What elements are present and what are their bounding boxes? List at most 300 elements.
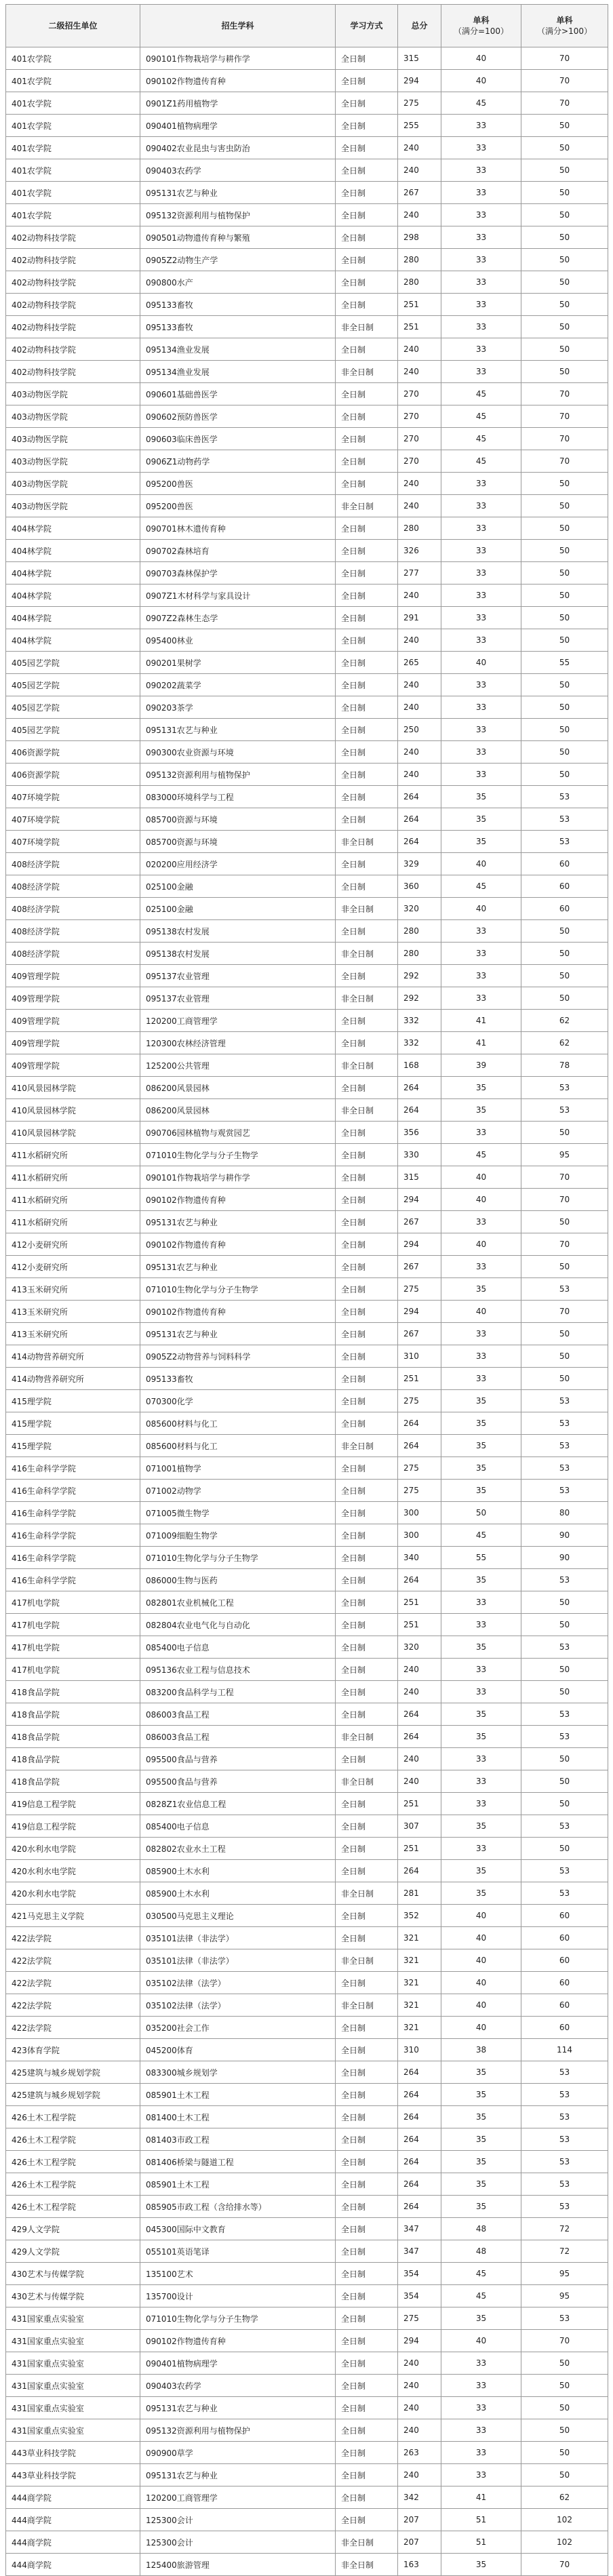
cell-total: 264 xyxy=(398,1569,441,1591)
cell-subject: 035102法律（法学） xyxy=(140,1994,336,2017)
cell-mode: 全日制 xyxy=(336,1815,398,1838)
cell-single-over-100: 50 xyxy=(521,204,608,226)
header-single-100-note: （满分=100） xyxy=(454,26,509,36)
table-row xyxy=(6,2464,608,2486)
cell-unit: 401农学院 xyxy=(6,137,140,159)
table-row xyxy=(6,2285,608,2307)
cell-single-over-100: 53 xyxy=(521,2151,608,2173)
cell-unit: 423体育学院 xyxy=(6,2039,140,2061)
cell-unit: 402动物科技学院 xyxy=(6,338,140,361)
cell-total: 275 xyxy=(398,1278,441,1301)
cell-unit: 416生命科学学院 xyxy=(6,1524,140,1547)
cell-single-over-100: 50 xyxy=(521,137,608,159)
cell-single-100: 35 xyxy=(441,1390,521,1412)
cell-unit: 430艺术与传媒学院 xyxy=(6,2285,140,2307)
cell-total: 292 xyxy=(398,987,441,1010)
cell-single-100: 35 xyxy=(441,786,521,808)
cell-single-100: 40 xyxy=(441,1972,521,1994)
cell-unit: 408经济学院 xyxy=(6,943,140,965)
cell-single-over-100: 50 xyxy=(521,2464,608,2486)
cell-single-100: 35 xyxy=(441,1077,521,1099)
table-row xyxy=(6,1189,608,1211)
cell-single-over-100: 50 xyxy=(521,2352,608,2375)
cell-single-100: 35 xyxy=(441,1457,521,1480)
cell-total: 264 xyxy=(398,1077,441,1099)
cell-mode: 非全日制 xyxy=(336,943,398,965)
cell-single-over-100: 53 xyxy=(521,1278,608,1301)
cell-single-100: 33 xyxy=(441,226,521,249)
cell-single-100: 33 xyxy=(441,741,521,764)
table-row xyxy=(6,2151,608,2173)
cell-unit: 420水利水电学院 xyxy=(6,1838,140,1860)
cell-single-over-100: 53 xyxy=(521,831,608,853)
cell-single-100: 33 xyxy=(441,473,521,495)
cell-mode: 全日制 xyxy=(336,1211,398,1233)
cell-single-100: 40 xyxy=(441,1927,521,1949)
cell-total: 240 xyxy=(398,495,441,517)
cell-mode: 全日制 xyxy=(336,875,398,898)
cell-total: 264 xyxy=(398,1412,441,1435)
cell-subject: 090403农药学 xyxy=(140,2375,336,2397)
cell-total: 240 xyxy=(398,696,441,719)
cell-mode: 非全日制 xyxy=(336,1435,398,1457)
cell-subject: 090703森林保护学 xyxy=(140,562,336,584)
cell-subject: 095131农艺与种业 xyxy=(140,1211,336,1233)
cell-single-over-100: 78 xyxy=(521,1054,608,1077)
cell-total: 255 xyxy=(398,115,441,137)
cell-subject: 090701林木遗传育种 xyxy=(140,517,336,540)
cell-single-over-100: 53 xyxy=(521,2307,608,2330)
cell-single-100: 33 xyxy=(441,115,521,137)
cell-single-over-100: 60 xyxy=(521,1905,608,1927)
cell-subject: 120300农林经济管理 xyxy=(140,1032,336,1054)
cell-total: 240 xyxy=(398,1681,441,1703)
cell-unit: 431国家重点实验室 xyxy=(6,2307,140,2330)
cell-total: 240 xyxy=(398,1770,441,1793)
cell-unit: 411水稻研究所 xyxy=(6,1211,140,1233)
cell-single-over-100: 102 xyxy=(521,2509,608,2531)
cell-single-100: 35 xyxy=(441,1099,521,1122)
cell-mode: 全日制 xyxy=(336,1457,398,1480)
table-row xyxy=(6,271,608,294)
cell-single-100: 35 xyxy=(441,1726,521,1748)
cell-mode: 全日制 xyxy=(336,2263,398,2285)
cell-unit: 407环境学院 xyxy=(6,831,140,853)
table-row xyxy=(6,2531,608,2554)
table-row xyxy=(6,383,608,405)
cell-single-100: 33 xyxy=(441,584,521,607)
cell-unit: 403动物医学院 xyxy=(6,428,140,450)
cell-total: 321 xyxy=(398,1927,441,1949)
cell-mode: 全日制 xyxy=(336,2352,398,2375)
cell-subject: 081406桥梁与隧道工程 xyxy=(140,2151,336,2173)
cell-total: 240 xyxy=(398,137,441,159)
cell-total: 300 xyxy=(398,1502,441,1524)
cell-single-100: 35 xyxy=(441,1882,521,1905)
cell-subject: 071001植物学 xyxy=(140,1457,336,1480)
table-row xyxy=(6,1032,608,1054)
cell-single-over-100: 62 xyxy=(521,1010,608,1032)
cell-unit: 408经济学院 xyxy=(6,898,140,920)
cell-single-100: 40 xyxy=(441,47,521,70)
cell-subject: 0906Z1动物药学 xyxy=(140,450,336,473)
cell-single-100: 33 xyxy=(441,517,521,540)
cell-single-100: 33 xyxy=(441,204,521,226)
cell-total: 354 xyxy=(398,2263,441,2285)
cell-subject: 082804农业电气化与自动化 xyxy=(140,1614,336,1636)
cell-subject: 095133畜牧 xyxy=(140,316,336,338)
cell-mode: 非全日制 xyxy=(336,987,398,1010)
cell-mode: 全日制 xyxy=(336,562,398,584)
cell-mode: 全日制 xyxy=(336,405,398,428)
cell-unit: 431国家重点实验室 xyxy=(6,2330,140,2352)
cell-total: 315 xyxy=(398,1166,441,1189)
table-row xyxy=(6,965,608,987)
cell-mode: 全日制 xyxy=(336,159,398,182)
cell-subject: 083300城乡规划学 xyxy=(140,2061,336,2084)
table-row xyxy=(6,137,608,159)
cell-mode: 全日制 xyxy=(336,1703,398,1726)
cell-subject: 095133畜牧 xyxy=(140,1368,336,1390)
cell-single-100: 35 xyxy=(441,1815,521,1838)
cell-single-over-100: 70 xyxy=(521,405,608,428)
cell-single-over-100: 70 xyxy=(521,1166,608,1189)
cell-subject: 120200工商管理学 xyxy=(140,1010,336,1032)
cell-unit: 405园艺学院 xyxy=(6,719,140,741)
cell-single-100: 40 xyxy=(441,1301,521,1323)
cell-single-over-100: 53 xyxy=(521,1860,608,1882)
cell-total: 264 xyxy=(398,808,441,831)
cell-mode: 全日制 xyxy=(336,607,398,629)
cell-subject: 090401植物病理学 xyxy=(140,2352,336,2375)
cell-single-100: 35 xyxy=(441,1435,521,1457)
cell-total: 340 xyxy=(398,1547,441,1569)
cell-single-over-100: 70 xyxy=(521,47,608,70)
cell-subject: 095137农业管理 xyxy=(140,965,336,987)
cell-mode: 全日制 xyxy=(336,2330,398,2352)
cell-total: 240 xyxy=(398,629,441,652)
cell-unit: 405园艺学院 xyxy=(6,652,140,674)
cell-subject: 085400电子信息 xyxy=(140,1815,336,1838)
table-row xyxy=(6,2017,608,2039)
table-row xyxy=(6,719,608,741)
cell-single-100: 35 xyxy=(441,1703,521,1726)
cell-single-100: 40 xyxy=(441,70,521,92)
table-row xyxy=(6,2218,608,2240)
cell-subject: 090900草学 xyxy=(140,2442,336,2464)
cell-subject: 035101法律（非法学） xyxy=(140,1927,336,1949)
cell-unit: 422法学院 xyxy=(6,1927,140,1949)
cell-unit: 403动物医学院 xyxy=(6,450,140,473)
table-row xyxy=(6,1614,608,1636)
cell-single-100: 40 xyxy=(441,1994,521,2017)
cell-mode: 全日制 xyxy=(336,2240,398,2263)
cell-single-100: 39 xyxy=(441,1054,521,1077)
cell-single-100: 33 xyxy=(441,965,521,987)
table-row xyxy=(6,562,608,584)
cell-single-100: 35 xyxy=(441,808,521,831)
cell-single-over-100: 70 xyxy=(521,2330,608,2352)
cell-unit: 406资源学院 xyxy=(6,741,140,764)
cell-single-100: 33 xyxy=(441,1211,521,1233)
cell-single-over-100: 70 xyxy=(521,450,608,473)
cell-subject: 090601基础兽医学 xyxy=(140,383,336,405)
table-row xyxy=(6,47,608,70)
cell-subject: 095131农艺与种业 xyxy=(140,2397,336,2419)
cell-subject: 035102法律（法学） xyxy=(140,1972,336,1994)
cell-total: 240 xyxy=(398,2397,441,2419)
cell-single-100: 33 xyxy=(441,674,521,696)
cell-single-over-100: 50 xyxy=(521,226,608,249)
cell-subject: 086003食品工程 xyxy=(140,1703,336,1726)
cell-single-100: 33 xyxy=(441,182,521,204)
table-row xyxy=(6,1435,608,1457)
cell-single-over-100: 53 xyxy=(521,1703,608,1726)
cell-single-100: 33 xyxy=(441,2352,521,2375)
table-row xyxy=(6,2554,608,2576)
cell-single-100: 35 xyxy=(441,1278,521,1301)
cell-single-100: 38 xyxy=(441,2039,521,2061)
cell-mode: 全日制 xyxy=(336,2128,398,2151)
table-row xyxy=(6,1994,608,2017)
cell-single-over-100: 53 xyxy=(521,2196,608,2218)
cell-mode: 全日制 xyxy=(336,2486,398,2509)
cell-subject: 125200公共管理 xyxy=(140,1054,336,1077)
cell-total: 347 xyxy=(398,2218,441,2240)
cell-single-100: 33 xyxy=(441,719,521,741)
cell-subject: 090202蔬菜学 xyxy=(140,674,336,696)
cell-single-100: 33 xyxy=(441,920,521,943)
cell-unit: 444商学院 xyxy=(6,2486,140,2509)
cell-mode: 全日制 xyxy=(336,1010,398,1032)
cell-total: 294 xyxy=(398,1301,441,1323)
cell-single-over-100: 53 xyxy=(521,2061,608,2084)
cell-total: 265 xyxy=(398,652,441,674)
cell-mode: 非全日制 xyxy=(336,2554,398,2576)
cell-unit: 403动物医学院 xyxy=(6,405,140,428)
cell-total: 240 xyxy=(398,361,441,383)
cell-mode: 全日制 xyxy=(336,1166,398,1189)
cell-unit: 401农学院 xyxy=(6,47,140,70)
cell-unit: 403动物医学院 xyxy=(6,383,140,405)
table-row xyxy=(6,338,608,361)
table-row xyxy=(6,1480,608,1502)
cell-subject: 083200食品科学与工程 xyxy=(140,1681,336,1703)
cell-total: 267 xyxy=(398,1211,441,1233)
cell-mode: 全日制 xyxy=(336,2039,398,2061)
cell-mode: 全日制 xyxy=(336,1569,398,1591)
cell-total: 251 xyxy=(398,1614,441,1636)
cell-total: 264 xyxy=(398,2196,441,2218)
cell-total: 250 xyxy=(398,719,441,741)
cell-subject: 125300会计 xyxy=(140,2531,336,2554)
cell-total: 307 xyxy=(398,1815,441,1838)
table-row xyxy=(6,920,608,943)
cell-single-100: 33 xyxy=(441,249,521,271)
cell-total: 294 xyxy=(398,2330,441,2352)
cell-total: 240 xyxy=(398,1659,441,1681)
table-row xyxy=(6,2419,608,2442)
cell-single-100: 40 xyxy=(441,652,521,674)
cell-subject: 090706园林植物与观赏园艺 xyxy=(140,1122,336,1144)
cell-total: 264 xyxy=(398,2084,441,2106)
cell-subject: 090401植物病理学 xyxy=(140,115,336,137)
cell-single-over-100: 50 xyxy=(521,741,608,764)
table-row xyxy=(6,1636,608,1659)
cell-total: 264 xyxy=(398,2061,441,2084)
cell-total: 347 xyxy=(398,2240,441,2263)
cell-unit: 409管理学院 xyxy=(6,1032,140,1054)
table-row xyxy=(6,540,608,562)
cell-subject: 095132资源利用与植物保护 xyxy=(140,764,336,786)
cell-mode: 全日制 xyxy=(336,2509,398,2531)
cell-mode: 全日制 xyxy=(336,652,398,674)
cell-subject: 025100金融 xyxy=(140,898,336,920)
cell-mode: 全日制 xyxy=(336,383,398,405)
cell-unit: 414动物营养研究所 xyxy=(6,1368,140,1390)
cell-total: 267 xyxy=(398,1256,441,1278)
cell-single-over-100: 95 xyxy=(521,2285,608,2307)
header-subject: 招生学科 xyxy=(140,5,336,47)
table-row xyxy=(6,2442,608,2464)
cell-single-100: 35 xyxy=(441,1636,521,1659)
table-row xyxy=(6,294,608,316)
cell-single-over-100: 60 xyxy=(521,1972,608,1994)
cell-mode: 全日制 xyxy=(336,92,398,115)
table-row xyxy=(6,1122,608,1144)
table-row xyxy=(6,159,608,182)
cell-mode: 全日制 xyxy=(336,674,398,696)
cell-subject: 030500马克思主义理论 xyxy=(140,1905,336,1927)
cell-unit: 429人文学院 xyxy=(6,2240,140,2263)
cell-total: 294 xyxy=(398,70,441,92)
cell-unit: 401农学院 xyxy=(6,159,140,182)
cell-mode: 全日制 xyxy=(336,1860,398,1882)
cell-subject: 095400林业 xyxy=(140,629,336,652)
cell-single-over-100: 50 xyxy=(521,1681,608,1703)
cell-mode: 全日制 xyxy=(336,1390,398,1412)
cell-unit: 416生命科学学院 xyxy=(6,1457,140,1480)
cell-single-100: 45 xyxy=(441,405,521,428)
cell-unit: 409管理学院 xyxy=(6,1054,140,1077)
cell-subject: 135100艺术 xyxy=(140,2263,336,2285)
table-row xyxy=(6,1323,608,1345)
table-row xyxy=(6,1569,608,1591)
cell-total: 291 xyxy=(398,607,441,629)
cell-subject: 095131农艺与种业 xyxy=(140,1256,336,1278)
cell-single-over-100: 60 xyxy=(521,898,608,920)
table-row xyxy=(6,1345,608,1368)
cell-mode: 全日制 xyxy=(336,271,398,294)
cell-subject: 095138农村发展 xyxy=(140,920,336,943)
cell-total: 330 xyxy=(398,1144,441,1166)
cell-subject: 085905市政工程（含给排水等） xyxy=(140,2196,336,2218)
cell-subject: 082802农业水土工程 xyxy=(140,1838,336,1860)
cell-single-over-100: 53 xyxy=(521,2084,608,2106)
cell-subject: 082801农业机械化工程 xyxy=(140,1591,336,1614)
cell-mode: 全日制 xyxy=(336,1144,398,1166)
cell-mode: 全日制 xyxy=(336,965,398,987)
cell-unit: 416生命科学学院 xyxy=(6,1480,140,1502)
cell-unit: 402动物科技学院 xyxy=(6,271,140,294)
cell-single-over-100: 50 xyxy=(521,674,608,696)
table-row xyxy=(6,1591,608,1614)
cell-subject: 0828Z1农业信息工程 xyxy=(140,1793,336,1815)
table-row xyxy=(6,1211,608,1233)
cell-unit: 417机电学院 xyxy=(6,1659,140,1681)
table-row xyxy=(6,1256,608,1278)
cell-single-100: 33 xyxy=(441,629,521,652)
cell-subject: 090501动物遗传育种与繁殖 xyxy=(140,226,336,249)
cell-subject: 095134渔业发展 xyxy=(140,338,336,361)
cell-mode: 全日制 xyxy=(336,2196,398,2218)
cell-subject: 095133畜牧 xyxy=(140,294,336,316)
cell-mode: 非全日制 xyxy=(336,1054,398,1077)
table-row xyxy=(6,2240,608,2263)
cell-total: 267 xyxy=(398,182,441,204)
cell-single-over-100: 50 xyxy=(521,495,608,517)
cell-single-over-100: 70 xyxy=(521,1301,608,1323)
cell-mode: 全日制 xyxy=(336,1323,398,1345)
cell-single-over-100: 50 xyxy=(521,719,608,741)
cell-unit: 402动物科技学院 xyxy=(6,361,140,383)
cell-mode: 全日制 xyxy=(336,786,398,808)
cell-single-over-100: 50 xyxy=(521,920,608,943)
table-row xyxy=(6,1547,608,1569)
table-body xyxy=(6,47,608,2576)
cell-subject: 090102作物遗传育种 xyxy=(140,2330,336,2352)
cell-unit: 444商学院 xyxy=(6,2509,140,2531)
table-row xyxy=(6,808,608,831)
cell-single-100: 33 xyxy=(441,159,521,182)
cell-single-100: 40 xyxy=(441,1233,521,1256)
cell-total: 264 xyxy=(398,1860,441,1882)
cell-mode: 全日制 xyxy=(336,540,398,562)
cell-total: 320 xyxy=(398,898,441,920)
cell-single-over-100: 50 xyxy=(521,249,608,271)
cell-subject: 095200兽医 xyxy=(140,473,336,495)
cell-total: 280 xyxy=(398,920,441,943)
cell-subject: 0907Z1木材科学与家具设计 xyxy=(140,584,336,607)
cell-subject: 070300化学 xyxy=(140,1390,336,1412)
cell-single-over-100: 70 xyxy=(521,70,608,92)
cell-single-over-100: 50 xyxy=(521,1838,608,1860)
cell-mode: 全日制 xyxy=(336,1659,398,1681)
cell-mode: 全日制 xyxy=(336,2285,398,2307)
cell-total: 315 xyxy=(398,47,441,70)
table-row xyxy=(6,1838,608,1860)
cell-subject: 071005微生物学 xyxy=(140,1502,336,1524)
cell-subject: 090403农药学 xyxy=(140,159,336,182)
table-row xyxy=(6,92,608,115)
cell-subject: 055101英语笔译 xyxy=(140,2240,336,2263)
cell-mode: 全日制 xyxy=(336,1636,398,1659)
cell-single-over-100: 70 xyxy=(521,383,608,405)
cell-single-over-100: 62 xyxy=(521,2486,608,2509)
cell-mode: 非全日制 xyxy=(336,2531,398,2554)
cell-single-over-100: 60 xyxy=(521,2017,608,2039)
table-row xyxy=(6,2263,608,2285)
cell-total: 251 xyxy=(398,1793,441,1815)
cell-unit: 422法学院 xyxy=(6,2017,140,2039)
cell-single-over-100: 50 xyxy=(521,2375,608,2397)
cell-mode: 全日制 xyxy=(336,1748,398,1770)
cell-mode: 全日制 xyxy=(336,450,398,473)
cell-mode: 全日制 xyxy=(336,1189,398,1211)
cell-subject: 071010生物化学与分子生物学 xyxy=(140,1144,336,1166)
cell-mode: 全日制 xyxy=(336,1301,398,1323)
cell-single-100: 33 xyxy=(441,1323,521,1345)
